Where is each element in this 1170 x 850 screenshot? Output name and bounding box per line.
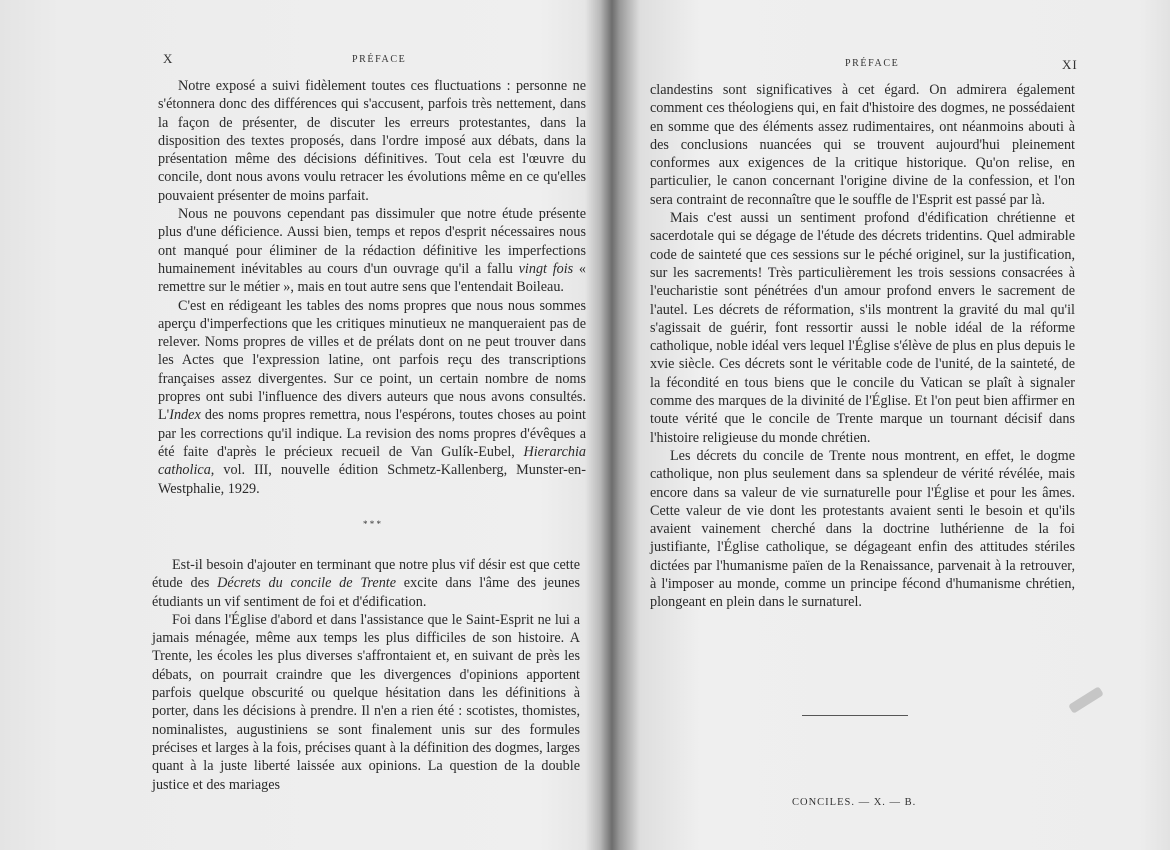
right-text-block (650, 81, 1075, 612)
paragraph: Foi dans l'Église d'abord et dans l'assistance que le Saint-Esprit ne lui a jamais ménagée, même aux temps les plus difficiles de son histoire. A Trente, les écoles les plus diverses s'affrontaient et, en suivant de près les débats, on pourrait craindre que les divergences d'opinions apportent parfois quelque obscurité ou quelque hésitation dans les définitions à porter, dans les décisions à prendre. Il n'en a rien été : scotistes, thomistes, nominalistes, augustiniens se sont finalement unis sur des formules précises et larges à la fois, précises quant à la définition des dogmes, larges quant à la juste liberté laissée aux opinions. La question de la double justice et des mariages (152, 611, 580, 793)
paragraph: Mais c'est aussi un sentiment profond d'édification chrétienne et sacerdotale qui se dégage de l'étude des décrets tridentins. Quel admirable code de sainteté que ces sessions sur le péché originel, sur la justification, sur les sacrements! Très particulièrement les trois sessions consacrées à l'eucharistie sont pénétrées d'un amour profond envers le sacrement de l'autel. Les décrets de réformation, s'ils montrent la gravité du mal qu'il s'agissait de guérir, font ressortir aussi le noble idéal de la réforme catholique, noble idéal vers lequel l'Église s'élève de plus en plus depuis le xvie siècle. Ces décrets sont le véritable code de l'unité, de la sainteté, de la fécondité en tous biens que le concile du Vatican se plaît à signaler comme des marques de la divinité de l'Église. Et l'on peut bien affirmer en toute vérité que le concile de Trente marque un tournant décisif dans l'histoire religieuse du monde chrétien. (650, 210, 1075, 446)
running-head: PRÉFACE (352, 54, 407, 65)
signature-mark: CONCILES. — X. — B. (792, 797, 917, 808)
page-number: X (163, 51, 174, 66)
asterism: * * * (363, 519, 381, 529)
page-number: XI (1062, 57, 1078, 72)
paragraph: C'est en rédigeant les tables des noms propres que nous nous sommes aperçu d'imperfections que les critiques minutieux ne manqueraient pas de relever. Noms propres de villes et de prélats dont on ne peut trouver dans les Actes que l'expression latine, ont parfois reçu des transcriptions françaises assez divergentes. Sur ce point, un certain nombre de noms propres ont subi l'influence des divers auteurs que nous avons consultés. L'Index des noms propres remettra, nous l'espérons, toutes choses au point par les corrections qu'il indique. La revision des noms propres d'évêques a été faite d'après le précieux recueil de Van Gulík-Eubel, Hierarchia catholica, vol. III, nouvelle édition Schmetz-Kallenberg, Munster-en-Westphalie, 1929. (158, 297, 586, 497)
paragraph: Les décrets du concile de Trente nous montrent, en effet, le dogme catholique, non plus seulement dans sa splendeur de vérité révélée, mais encore dans sa valeur de vie surnaturelle pour l'Église et pour les âmes. Cette valeur de vie dont les protestants avaient senti le besoin et qu'ils avaient vainement cherché dans la doctrine luthérienne de la foi justifiante, l'Église catholique, se dégageant enfin des attitudes stériles dictées par l'humanisme païen de la Renaissance, parvenait à la retrouver, à l'imposer au monde, comme un principe fécond d'humanisme chrétien, plongeant en plein dans le surnaturel. (650, 447, 1075, 611)
running-head: PRÉFACE (845, 58, 900, 69)
left-text-block-bottom (152, 556, 580, 794)
paragraph: Nous ne pouvons cependant pas dissimuler que notre étude présente plus d'une déficience. Aussi bien, temps et repos d'esprit nécessaires nous ont manqué pour éliminer de la rédaction définitive les imperfections humainement inévitables au cours d'un ouvrage qu'il a fallu vingt fois « remettre sur le métier », mais en tout autre sens que l'entendait Boileau. (158, 206, 587, 296)
paragraph: Notre exposé a suivi fidèlement toutes ces fluctuations : personne ne s'étonnera donc des différences qui s'accusent, parfois très nettement, dans la façon de présenter, de discuter les erreurs protestantes, dans la disposition des textes proposés, dans l'ordre imposé aux débats, dans la présentation même des décisions définitives. Tout cela est l'œuvre du concile, dont nous avons voulu retracer les évolutions même en ce qu'elles pouvaient présenter de moins parfait. (158, 78, 586, 204)
paragraph: clandestins sont significatives à cet égard. On admirera également comment ces théologiens qui, en fait d'histoire des dogmes, ne possédaient en somme que des éléments assez rudimentaires, ont néanmoins abouti à des conclusions nuancées qui se trouvent aujourd'hui pleinement conformes aux exigences de la critique historique. Qu'on relise, en particulier, le canon concernant l'origine divine de la confession, et l'on sera contraint de reconnaître que le souffle de l'Esprit est passé par là. (650, 82, 1075, 208)
left-text-block-top (158, 77, 586, 498)
paragraph: Est-il besoin d'ajouter en terminant que notre plus vif désir est que cette étude des Décrets du concile de Trente excite dans l'âme des jeunes étudiants un vif sentiment de foi et d'édification. (152, 557, 580, 610)
paper-mark (1068, 686, 1104, 714)
footnote-rule (802, 715, 908, 716)
right-page (614, 0, 1170, 850)
